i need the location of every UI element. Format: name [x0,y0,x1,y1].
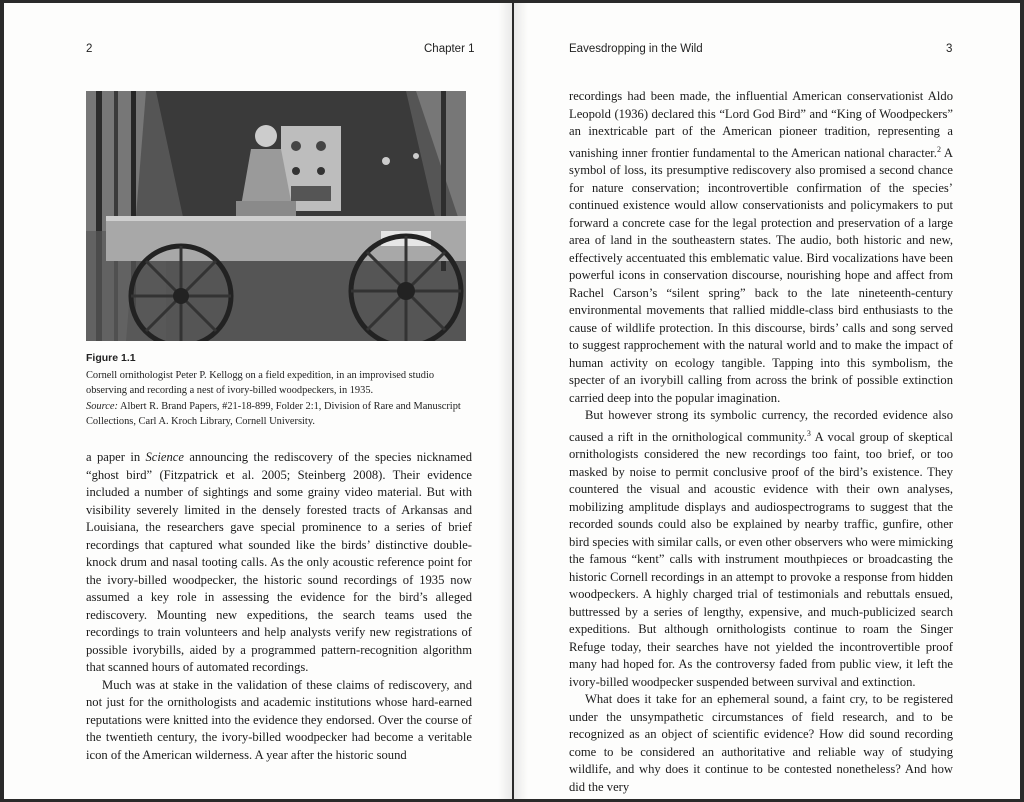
body-paragraph: Much was at stake in the validation of these claims of rediscovery, and not just for the ornithologists and academic institutions whose hard-earned reputations were knitted into the evidence they endorsed. Over the course of the twentieth century, the ivory-billed woodpecker had become a veritable icon of the American wilderness. A year after the historic sound [86,677,472,762]
page-number: 2 [86,43,93,55]
field-studio-photo-illustration [86,91,466,341]
figure-label: Figure 1.1 [86,352,136,364]
body-paragraph: recordings had been made, the influential American conservationist Aldo Leopold (1936) declared this “Lord God Bird” and “King of Woodpeckers” an inextricable part of the American pioneer tradition, representing a vanishing inner frontier fundamental to the American national character.$^2$ A symbol of loss, its presumptive rediscovery also promised a second chance for nature conservation; incontrovertible confirmation of the species’ continued existence would allow conservationists and policymakers to put forward a concrete case for the legal protection and preservation of a large area of land in the southeastern states. The audio, both historic and new, effectively accentuated this emblematic value. Bird vocalizations have been powerful icons in conservation discourse, nourishing hope and affect from Rachel Carson’s “silent spring” back to the late nineteenth-century environmental movements that rallied middle-class bird enthusiasts to the cause of wildlife protection. In this discourse, birds’ calls and song served to suggest rapprochement with the natural world and to make the impact of human activity on ecology tangible. Tapping into this symbolism, the specter of an ivorybill calling from across the brink of possible extinction carried deep into the popular imagination. [569,89,953,405]
source-label: Source: [86,400,118,412]
right-body-text [569,88,953,796]
source-text: Albert R. Brand Papers, #21-18-899, Folder 2:1, Division of Rare and Manuscript Collections, Carl A. Kroch Library, Cornell University. [86,400,461,427]
right-page [514,3,1020,799]
body-paragraph: a paper in Science announcing the rediscovery of the species nicknamed “ghost bird” (Fitzpatrick et al. 2005; Steinberg 2008). Their evidence included a number of sightings and some grainy video material. But with visibility severely limited in the densely forested tracts of Arkansas and Louisiana, the researchers gave special prominence to a series of brief recordings that captured what sounded like the birds’ distinctive double-knock drum and nasal tooting calls. As the only acoustic reference point for the ivory-billed woodpecker, the historic sound recordings of 1935 now assumed a key role in assessing the evidence for the bird’s alleged rediscovery. Mounting new expeditions, the search teams used the recordings to train volunteers and help analysts verify new registrations of possible ivorybills, aided by a programmed pattern-recognition algorithm that scanned hours of automated recordings. [86,450,472,674]
figure-caption [86,351,472,430]
caption-text: Cornell ornithologist Peter P. Kellogg on a field expedition, in an improvised studio observing and recording a nest of ivory-billed woodpeckers, in 1935. [86,369,435,396]
footnote-ref[interactable]: 2 [936,144,941,154]
body-paragraph: What does it take for an ephemeral sound, a faint cry, to be registered under the unsympathetic circumstances of field research, and to be recognized as an object of scientific evidence? How did sound recording come to be considered an authoritative and reliable way of studying wildlife, and why does it continue to be contested nonetheless? And how did the very [569,692,953,794]
caption-source [86,399,472,430]
body-paragraph: But however strong its symbolic currency, the recorded evidence also caused a rift in the ornithological community.$^3$ A vocal group of skeptical ornithologists considered the new recordings too faint, too brief, or too masked by noise to permit conclusive proof of the bird’s existence. They countered the visual and acoustic evidence with their own analyses, mobilizing amplitude displays and audiospectrograms to suggest that the recorded sounds could also be explained by nearby traffic, gunfire, other bird species with similar calls, or even other observers who were mimicking the famous “kent” calls with instrument mouthpieces or broadcasting the historic Cornell recordings in an attempt to provoke a response from hidden woodpeckers. A highly charged trial of testimonials and rebuttals ensued, buttressed by a series of lengthy, expensive, and much-publicized search expeditions. But although ornithologists continue to roam the Singer Refuge today, their searches have not yielded the incontrovertible proof many had hoped for. As the controversy faded from public view, it left the ivory-billed woodpecker suspended between survival and extinction. [569,408,954,689]
page-number: 3 [946,43,953,55]
footnote-ref[interactable]: 3 [806,428,811,438]
journal-title: Science [145,450,184,464]
left-body-text [86,449,472,764]
running-head: Chapter 1 [424,43,475,55]
figure-photo [86,91,466,341]
left-page [4,3,512,799]
running-head: Eavesdropping in the Wild [569,43,703,55]
